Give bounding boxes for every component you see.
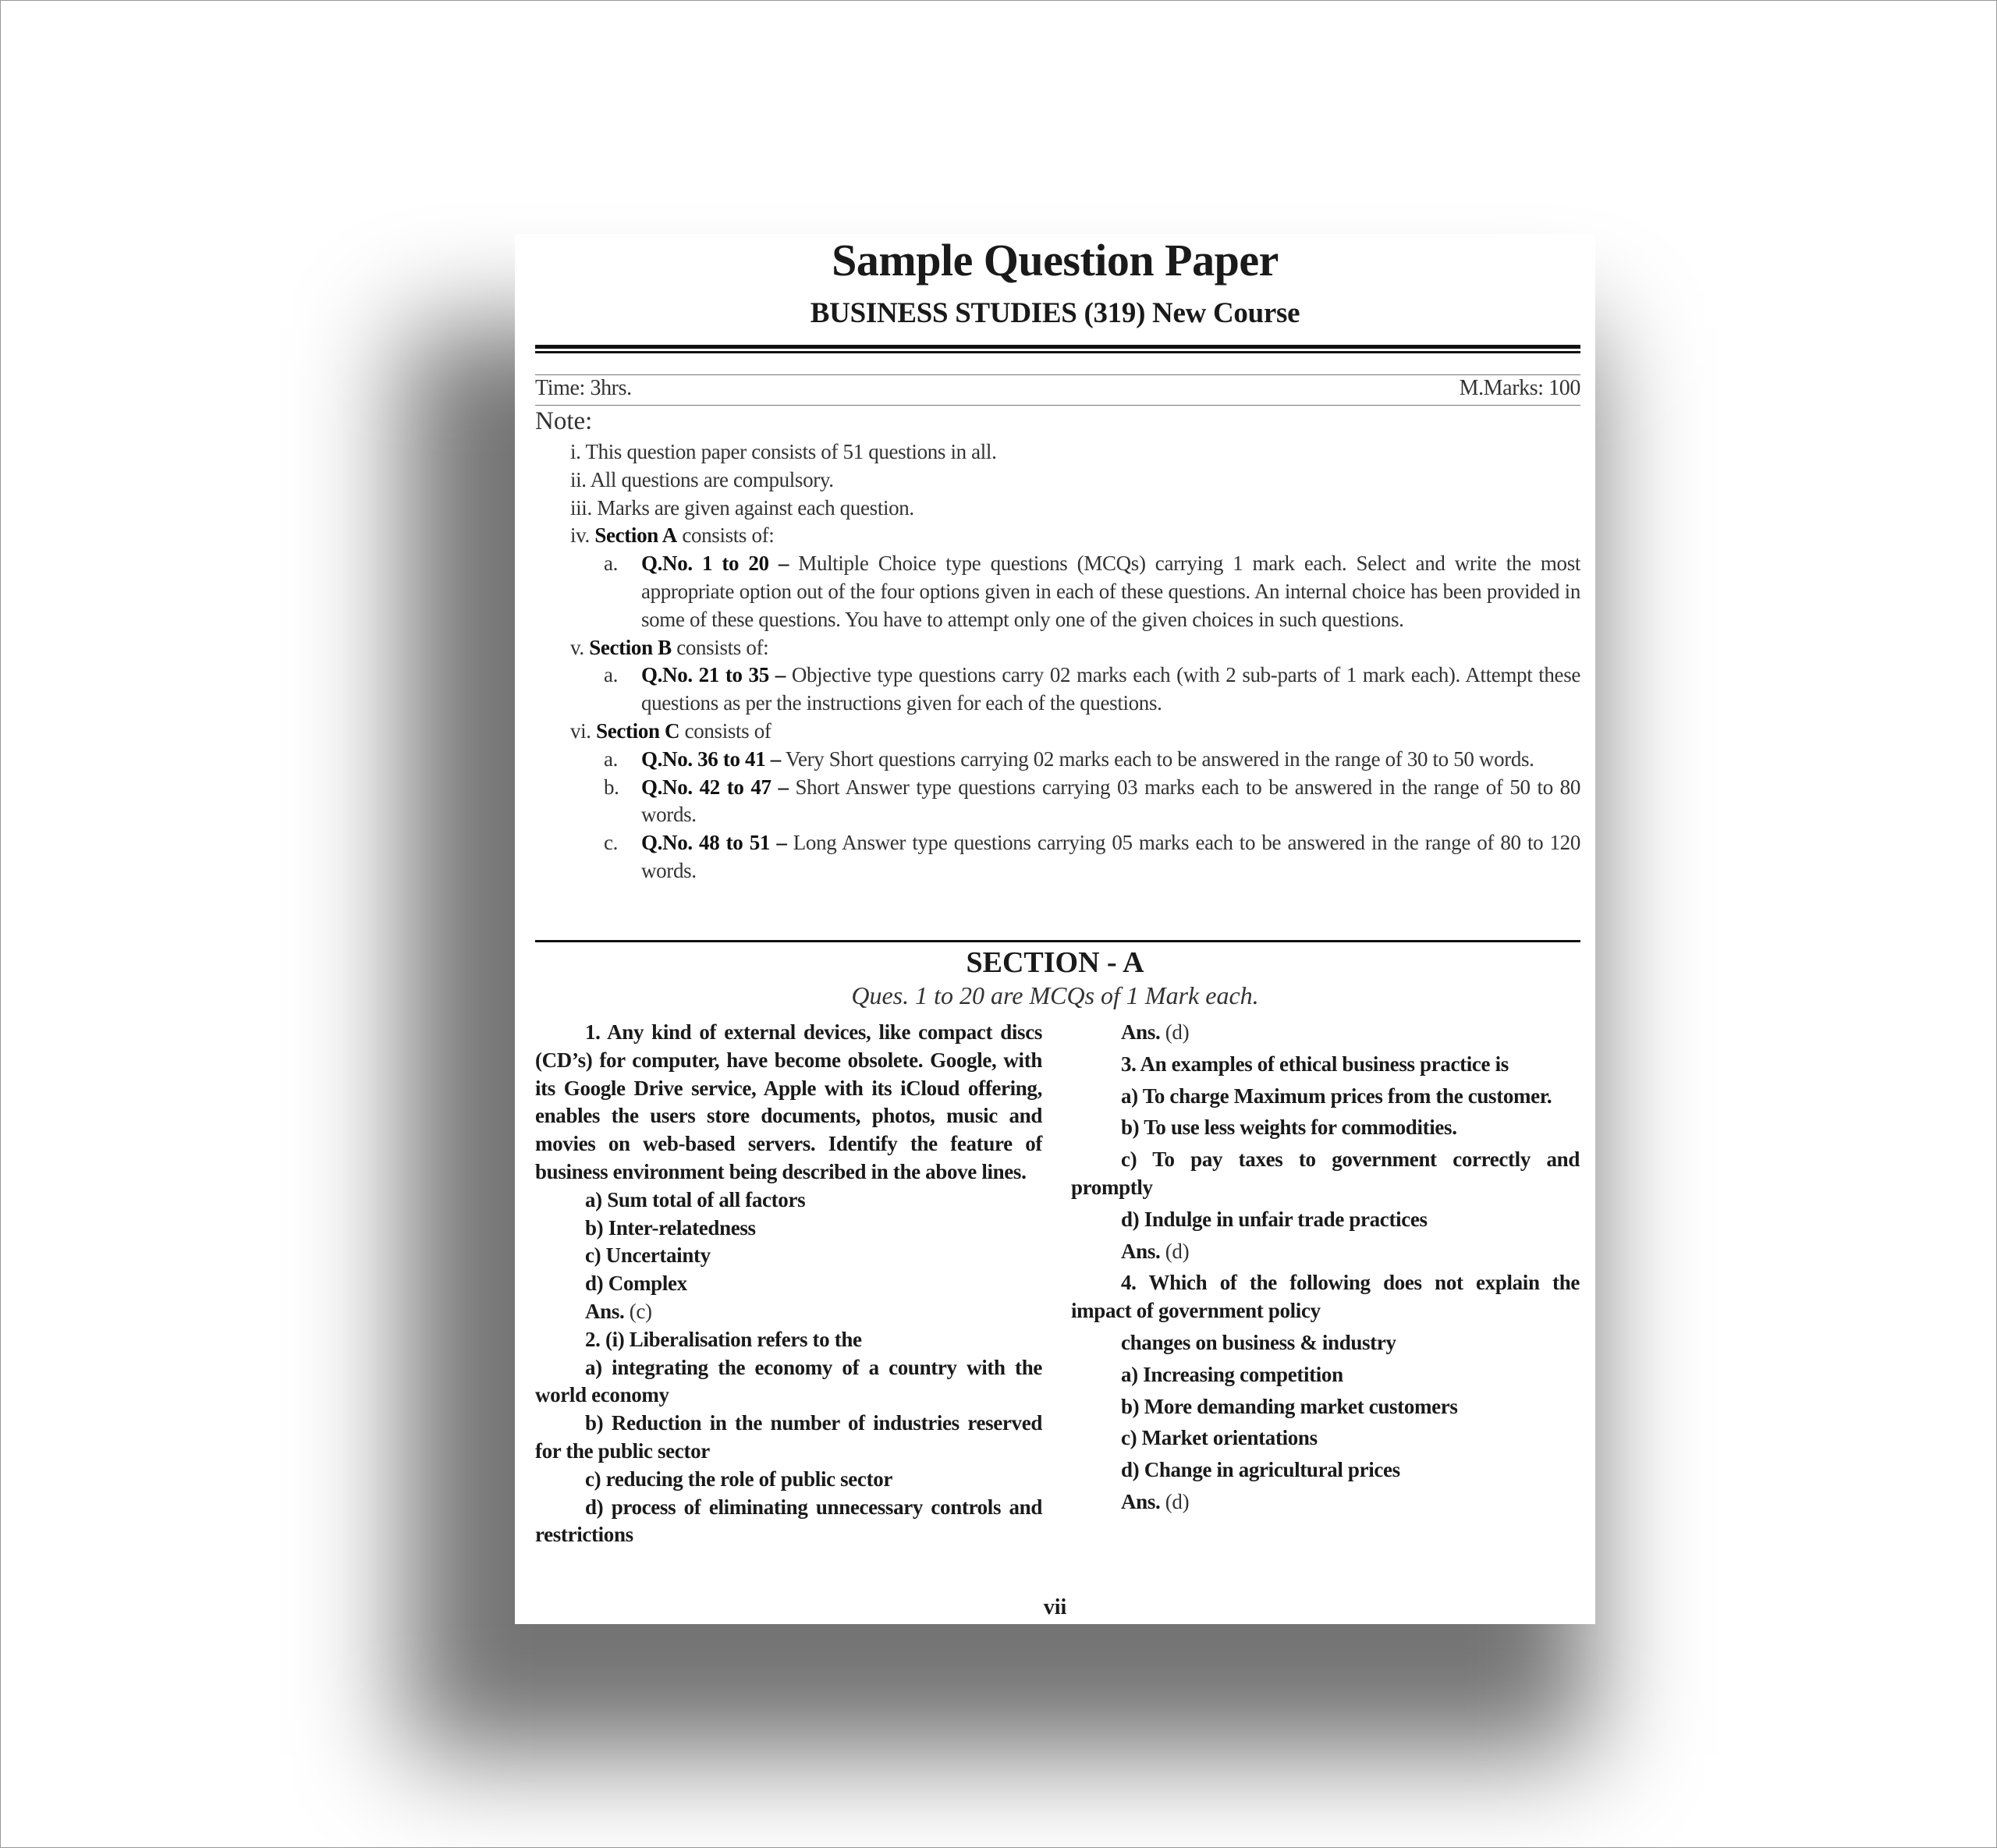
note-item — [535, 438, 1580, 466]
note-section-name: Section C — [596, 718, 680, 743]
page-number: vii — [1043, 1595, 1067, 1619]
answer-value: (c) — [629, 1299, 652, 1323]
note-subitem-label: a. — [604, 747, 619, 771]
note-subitem — [535, 829, 1580, 885]
page-title: Sample Question Paper — [832, 235, 1279, 286]
page-subtitle: BUSINESS STUDIES (319) New Course — [810, 297, 1300, 329]
question-range: Q.No. 21 to 35 – — [641, 663, 786, 687]
note-text: This question paper consists of 51 questions in all. — [585, 440, 997, 463]
note-subitem-description: Very Short questions carrying 02 marks each to be answered in the range of 30 to 50 words. — [785, 747, 1534, 771]
answer-label: Ans. — [1121, 1489, 1161, 1513]
note-number: vi. — [570, 718, 591, 743]
note-subitem — [535, 746, 1580, 774]
note-subitem-label: c. — [604, 831, 619, 855]
option: d) Indulge in unfair trade practices — [1121, 1207, 1428, 1231]
note-text: All questions are compulsory. — [590, 467, 834, 491]
document-page — [515, 234, 1595, 1624]
option: b) More demanding market customers — [1121, 1394, 1458, 1418]
question-range: Q.No. 36 to 41 – — [641, 747, 781, 771]
note-subitem — [535, 550, 1580, 633]
note-text: consists of: — [676, 635, 769, 659]
exam-meta — [535, 376, 1580, 401]
option: d) Complex — [585, 1272, 687, 1296]
header-rule — [535, 345, 1580, 349]
divider — [535, 374, 1580, 375]
answer-value: (d) — [1165, 1489, 1190, 1513]
note-item — [535, 495, 1580, 523]
answer-label: Ans. — [1121, 1239, 1161, 1263]
section-subtitle: Ques. 1 to 20 are MCQs of 1 Mark each. — [851, 981, 1259, 1009]
answer-label: Ans. — [585, 1299, 625, 1323]
note-text: consists of — [684, 718, 771, 743]
note-text: consists of: — [682, 523, 775, 548]
note-subitem-text — [641, 774, 1580, 830]
section-divider — [535, 940, 1580, 942]
option: a) Increasing competition — [1121, 1362, 1343, 1386]
answer-value: (d) — [1165, 1239, 1190, 1263]
answer — [1071, 1488, 1580, 1516]
header-rule — [535, 351, 1580, 353]
max-marks-label: M.Marks: 100 — [1459, 376, 1580, 400]
answer — [1071, 1238, 1580, 1266]
answer — [1071, 1019, 1580, 1047]
section-title: SECTION - A — [966, 946, 1144, 979]
note-subitem-description: Multiple Choice type questions (MCQs) carrying 1 mark each. Select and write the most appropriate option out of the four options given in each of these questions. An internal choice has been provided in some of these questions. You have to attempt only one of the given choices in such questions. — [641, 552, 1581, 631]
answer-value: (d) — [1165, 1020, 1190, 1044]
note-subitem-text — [641, 662, 1580, 718]
note-item — [535, 466, 1580, 495]
note-list — [535, 438, 1580, 885]
note-number: i. — [570, 440, 581, 463]
time-label: Time: 3hrs. — [535, 376, 632, 400]
note-item — [535, 522, 1580, 550]
note-subitem-text — [641, 550, 1580, 633]
note-number: v. — [570, 635, 584, 659]
right-column — [1071, 1019, 1580, 1520]
question-range: Q.No. 1 to 20 – — [641, 552, 789, 576]
option: b) To use less weights for commodities. — [1121, 1116, 1457, 1140]
answer — [535, 1298, 1042, 1326]
note-subitem-description: Long Answer type questions carrying 05 marks each to be answered in the range of 80 to 120 words. — [641, 831, 1580, 882]
left-column — [535, 1019, 1042, 1549]
note-section-name: Section A — [594, 523, 677, 548]
note-subitem-description: Objective type questions carry 02 marks each (with 2 sub-parts of 1 mark each). Attempt these questions as per the instructions given for each of the questions. — [641, 663, 1580, 715]
option: d) Change in agricultural prices — [1121, 1458, 1400, 1482]
note-subitem-text — [641, 829, 1580, 885]
note-label: Note: — [535, 407, 593, 435]
note-number: iv. — [570, 523, 590, 548]
question-text: 2. (i) Liberalisation refers to the — [585, 1327, 862, 1351]
note-item — [535, 634, 1580, 662]
note-item — [535, 718, 1580, 746]
note-number: iii. — [570, 495, 592, 520]
note-subitem-text — [641, 746, 1580, 774]
question-text: 3. An examples of ethical business practice is — [1121, 1052, 1509, 1076]
question-text: changes on business & industry — [1121, 1330, 1396, 1354]
option: b) Reduction in the number of industries reserved for the public sector — [535, 1411, 1042, 1463]
note-number: ii. — [570, 467, 587, 491]
note-subitem — [535, 662, 1580, 718]
note-section-name: Section B — [589, 635, 672, 659]
option: c) Uncertainty — [585, 1243, 711, 1268]
question-range: Q.No. 48 to 51 – — [641, 831, 787, 855]
option: a) integrating the economy of a country with the world economy — [535, 1355, 1042, 1407]
question-range: Q.No. 42 to 47 – — [641, 775, 789, 799]
option: c) To pay taxes to government correctly and promptly — [1071, 1147, 1580, 1199]
option: c) Market orientations — [1121, 1426, 1318, 1450]
note-subitem-label: a. — [604, 663, 619, 687]
option: a) To charge Maximum prices from the customer. — [1121, 1084, 1552, 1108]
option: d) process of eliminating unnecessary controls and restrictions — [535, 1495, 1042, 1547]
note-subitem — [535, 774, 1580, 830]
note-subitem-label: a. — [604, 552, 619, 576]
question-text: 4. Which of the following does not explain the impact of government policy — [1071, 1271, 1580, 1323]
answer-label: Ans. — [1121, 1020, 1161, 1044]
note-text: Marks are given against each question. — [597, 495, 914, 520]
option: b) Inter-relatedness — [585, 1215, 756, 1240]
divider — [535, 405, 1580, 406]
option: c) reducing the role of public sector — [585, 1467, 892, 1491]
option: a) Sum total of all factors — [585, 1187, 806, 1211]
question-text: 1. Any kind of external devices, like compact discs (CD’s) for computer, have become obsolete. Google, with its Google Drive service, Apple with its iCloud offering, enables the users store documents, photos, music and movies on web-based servers. Identify the feature of business environment being described in the above lines. — [535, 1020, 1042, 1183]
note-subitem-description: Short Answer type questions carrying 03 marks each to be answered in the range of 50 to 80 words. — [641, 775, 1580, 827]
note-subitem-label: b. — [604, 775, 619, 799]
